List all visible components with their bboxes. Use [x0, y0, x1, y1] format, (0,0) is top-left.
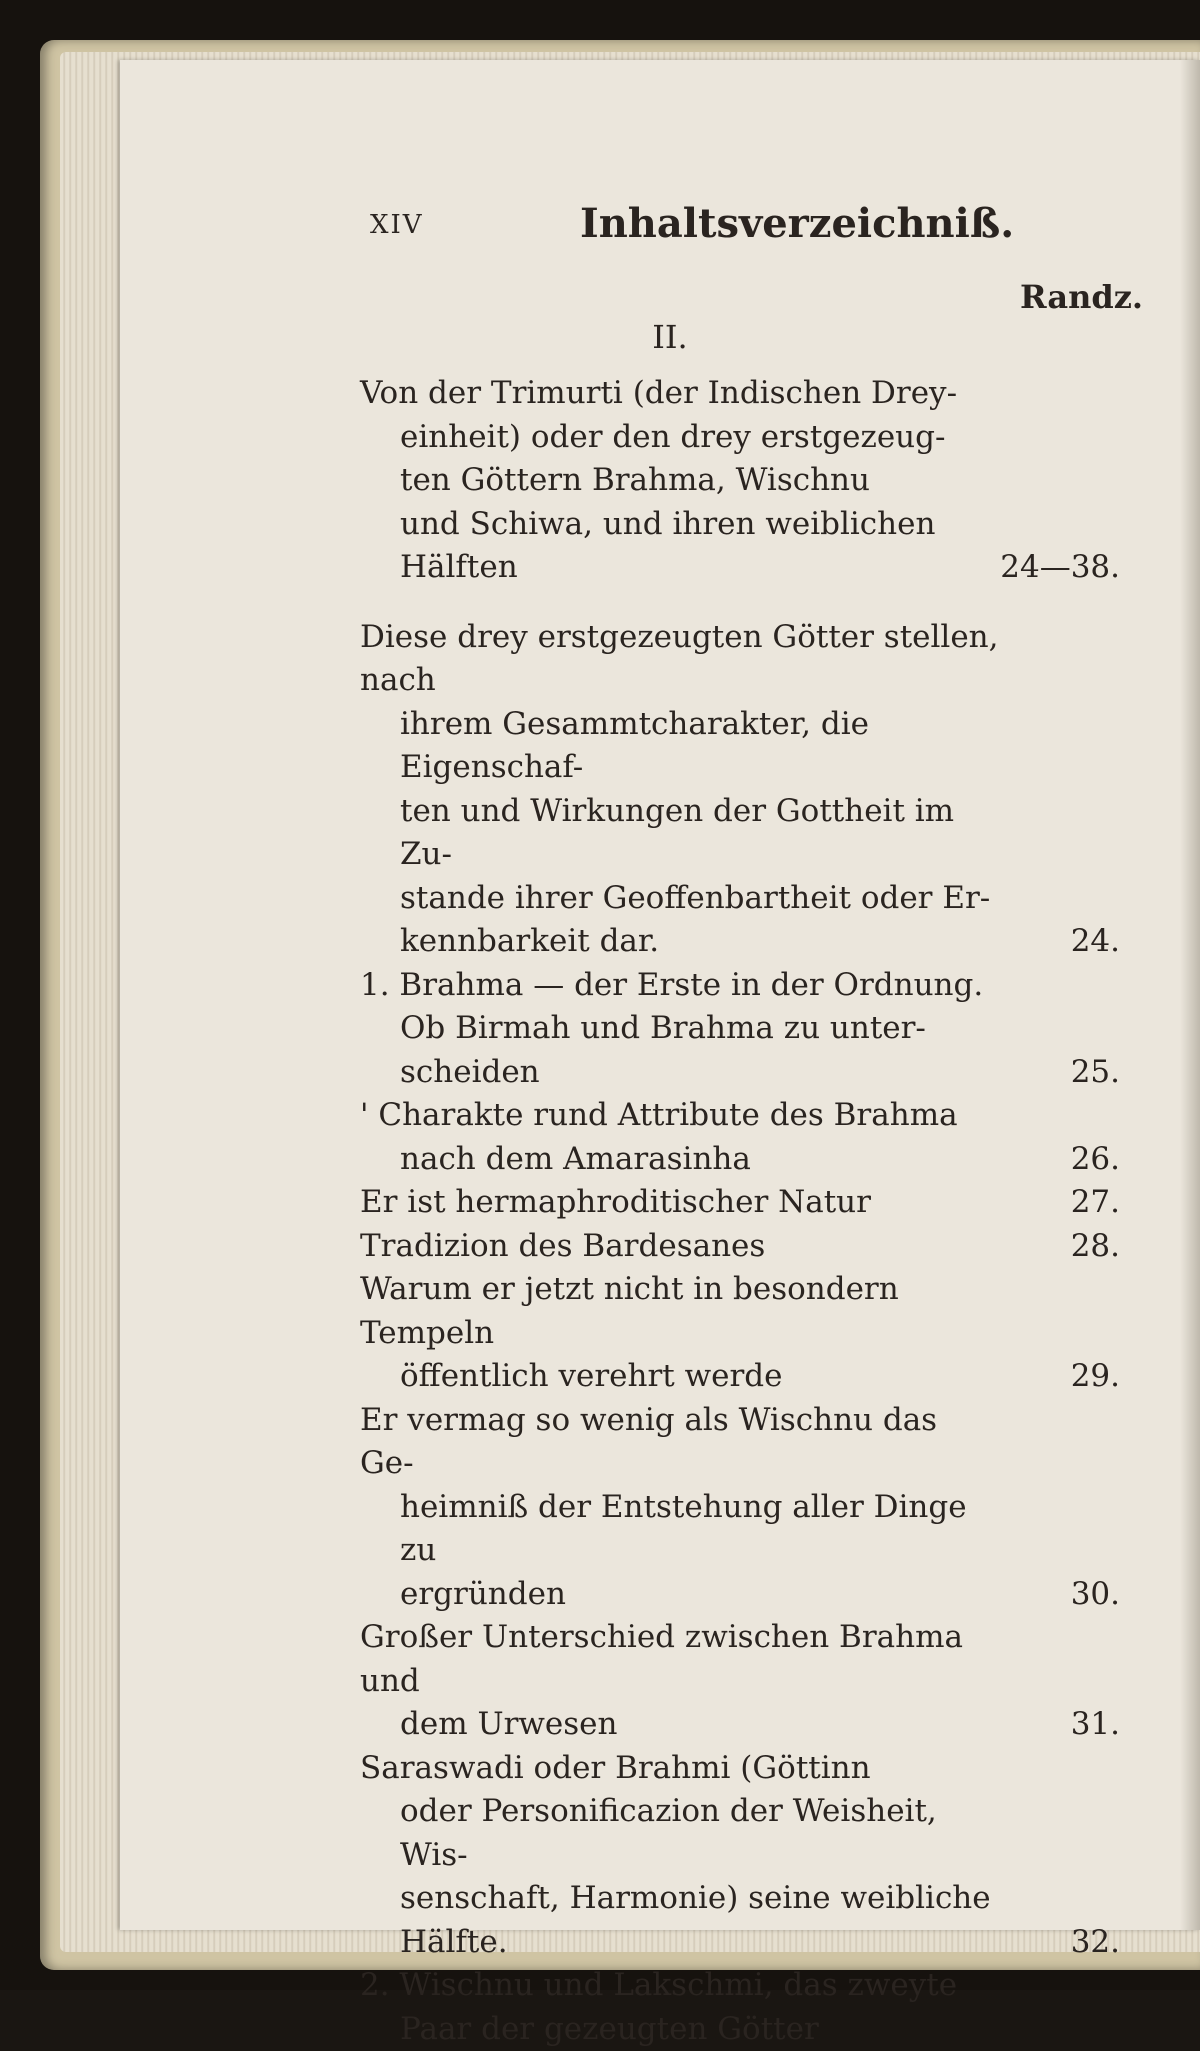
toc-page-ref: 24.	[980, 920, 1120, 964]
toc-entry-line: stande ihrer Geoffenbartheit oder Er-	[360, 877, 1000, 921]
toc-entry	[360, 1181, 1120, 1225]
running-title: Inhaltsverzeichniß.	[580, 200, 1014, 247]
toc-entry	[360, 1616, 1120, 1747]
toc-entry	[360, 616, 1120, 964]
toc-page-ref: 31.	[980, 1703, 1120, 1747]
section-heading: II.	[0, 318, 1200, 356]
toc-entry-line: Hälften	[360, 546, 1000, 590]
toc-entry-line: und Schiwa, und ihren weiblichen	[360, 503, 1000, 547]
toc-entry	[360, 1268, 1120, 1399]
toc-entry	[360, 964, 1120, 1095]
toc-entry	[360, 1747, 1120, 1965]
toc-page-ref: 32.	[980, 1921, 1120, 1965]
toc-entry-line: Saraswadi oder Brahmi (Göttinn	[360, 1747, 1000, 1791]
toc-entry-line: Ob Birmah und Brahma zu unter-	[360, 1007, 1000, 1051]
entry-gap	[360, 590, 1120, 616]
running-head	[370, 200, 1010, 260]
toc-entry-line: scheiden	[360, 1051, 1000, 1095]
toc-entry-line: ten Göttern Brahma, Wischnu	[360, 459, 1000, 503]
toc-entry-line: Er vermag so wenig als Wischnu das Ge-	[360, 1399, 1000, 1486]
toc-entry-line: Tradizion des Bardesanes	[360, 1225, 1000, 1269]
toc-entry-line: 2. Wischnu und Lakschmi, das zweyte	[360, 1964, 1000, 2008]
toc-entry-line: Er ist hermaphroditischer Natur	[360, 1181, 1000, 1225]
toc-entry-line: Warum er jetzt nicht in besondern Tempeln	[360, 1268, 1000, 1355]
toc-entry	[360, 1399, 1120, 1617]
toc-page-ref: 27.	[980, 1181, 1120, 1225]
toc-page-ref: 28.	[980, 1225, 1120, 1269]
toc-entry-line: einheit) oder den drey erstgezeug-	[360, 416, 1000, 460]
toc-page-ref: 29.	[980, 1355, 1120, 1399]
toc-entry-line: Großer Unterschied zwischen Brahma und	[360, 1616, 1000, 1703]
table-of-contents	[360, 372, 1120, 2051]
toc-entry-line: senschaft, Harmonie) seine weibliche Hälfte.	[360, 1877, 1000, 1964]
page-number: XIV	[370, 210, 424, 240]
toc-page-ref: 26.	[980, 1138, 1120, 1182]
toc-page-ref: 30.	[980, 1573, 1120, 1617]
toc-entry	[360, 372, 1120, 590]
toc-entry-line: ' Charakte rund Attribute des Brahma	[360, 1094, 1000, 1138]
toc-entry-text	[360, 616, 1120, 964]
toc-entry-line: ten und Wirkungen der Gottheit im Zu-	[360, 790, 1000, 877]
toc-entry-line: heimniß der Entstehung aller Dinge zu	[360, 1486, 1000, 1573]
toc-page-ref: 24—38.	[980, 546, 1120, 590]
toc-entry-line: ihrem Gesammtcharakter, die Eigenschaf-	[360, 703, 1000, 790]
toc-entry-line: Diese drey erstgezeugten Götter stellen, nach	[360, 616, 1000, 703]
toc-entry	[360, 1225, 1120, 1269]
toc-entry-line: Von der Trimurti (der Indischen Drey-	[360, 372, 1000, 416]
toc-entry-line: dem Urwesen	[360, 1703, 1000, 1747]
toc-entry-line: kennbarkeit dar.	[360, 920, 1000, 964]
toc-entry	[360, 1094, 1120, 1181]
toc-entry-line: Paar der gezeugten Götter	[360, 2008, 1000, 2051]
column-header: Randz.	[1020, 278, 1143, 316]
toc-entry-line: öffentlich verehrt werde	[360, 1355, 1000, 1399]
toc-entry-line: ergründen	[360, 1573, 1000, 1617]
toc-entry-line: oder Personificazion der Weisheit, Wis-	[360, 1790, 1000, 1877]
toc-entry-line: nach dem Amarasinha	[360, 1138, 1000, 1182]
toc-entry-text	[360, 1964, 1120, 2051]
toc-page-ref: 25.	[980, 1051, 1120, 1095]
toc-entry-line: 1. Brahma — der Erste in der Ordnung.	[360, 964, 1000, 1008]
toc-entry	[360, 1964, 1120, 2051]
